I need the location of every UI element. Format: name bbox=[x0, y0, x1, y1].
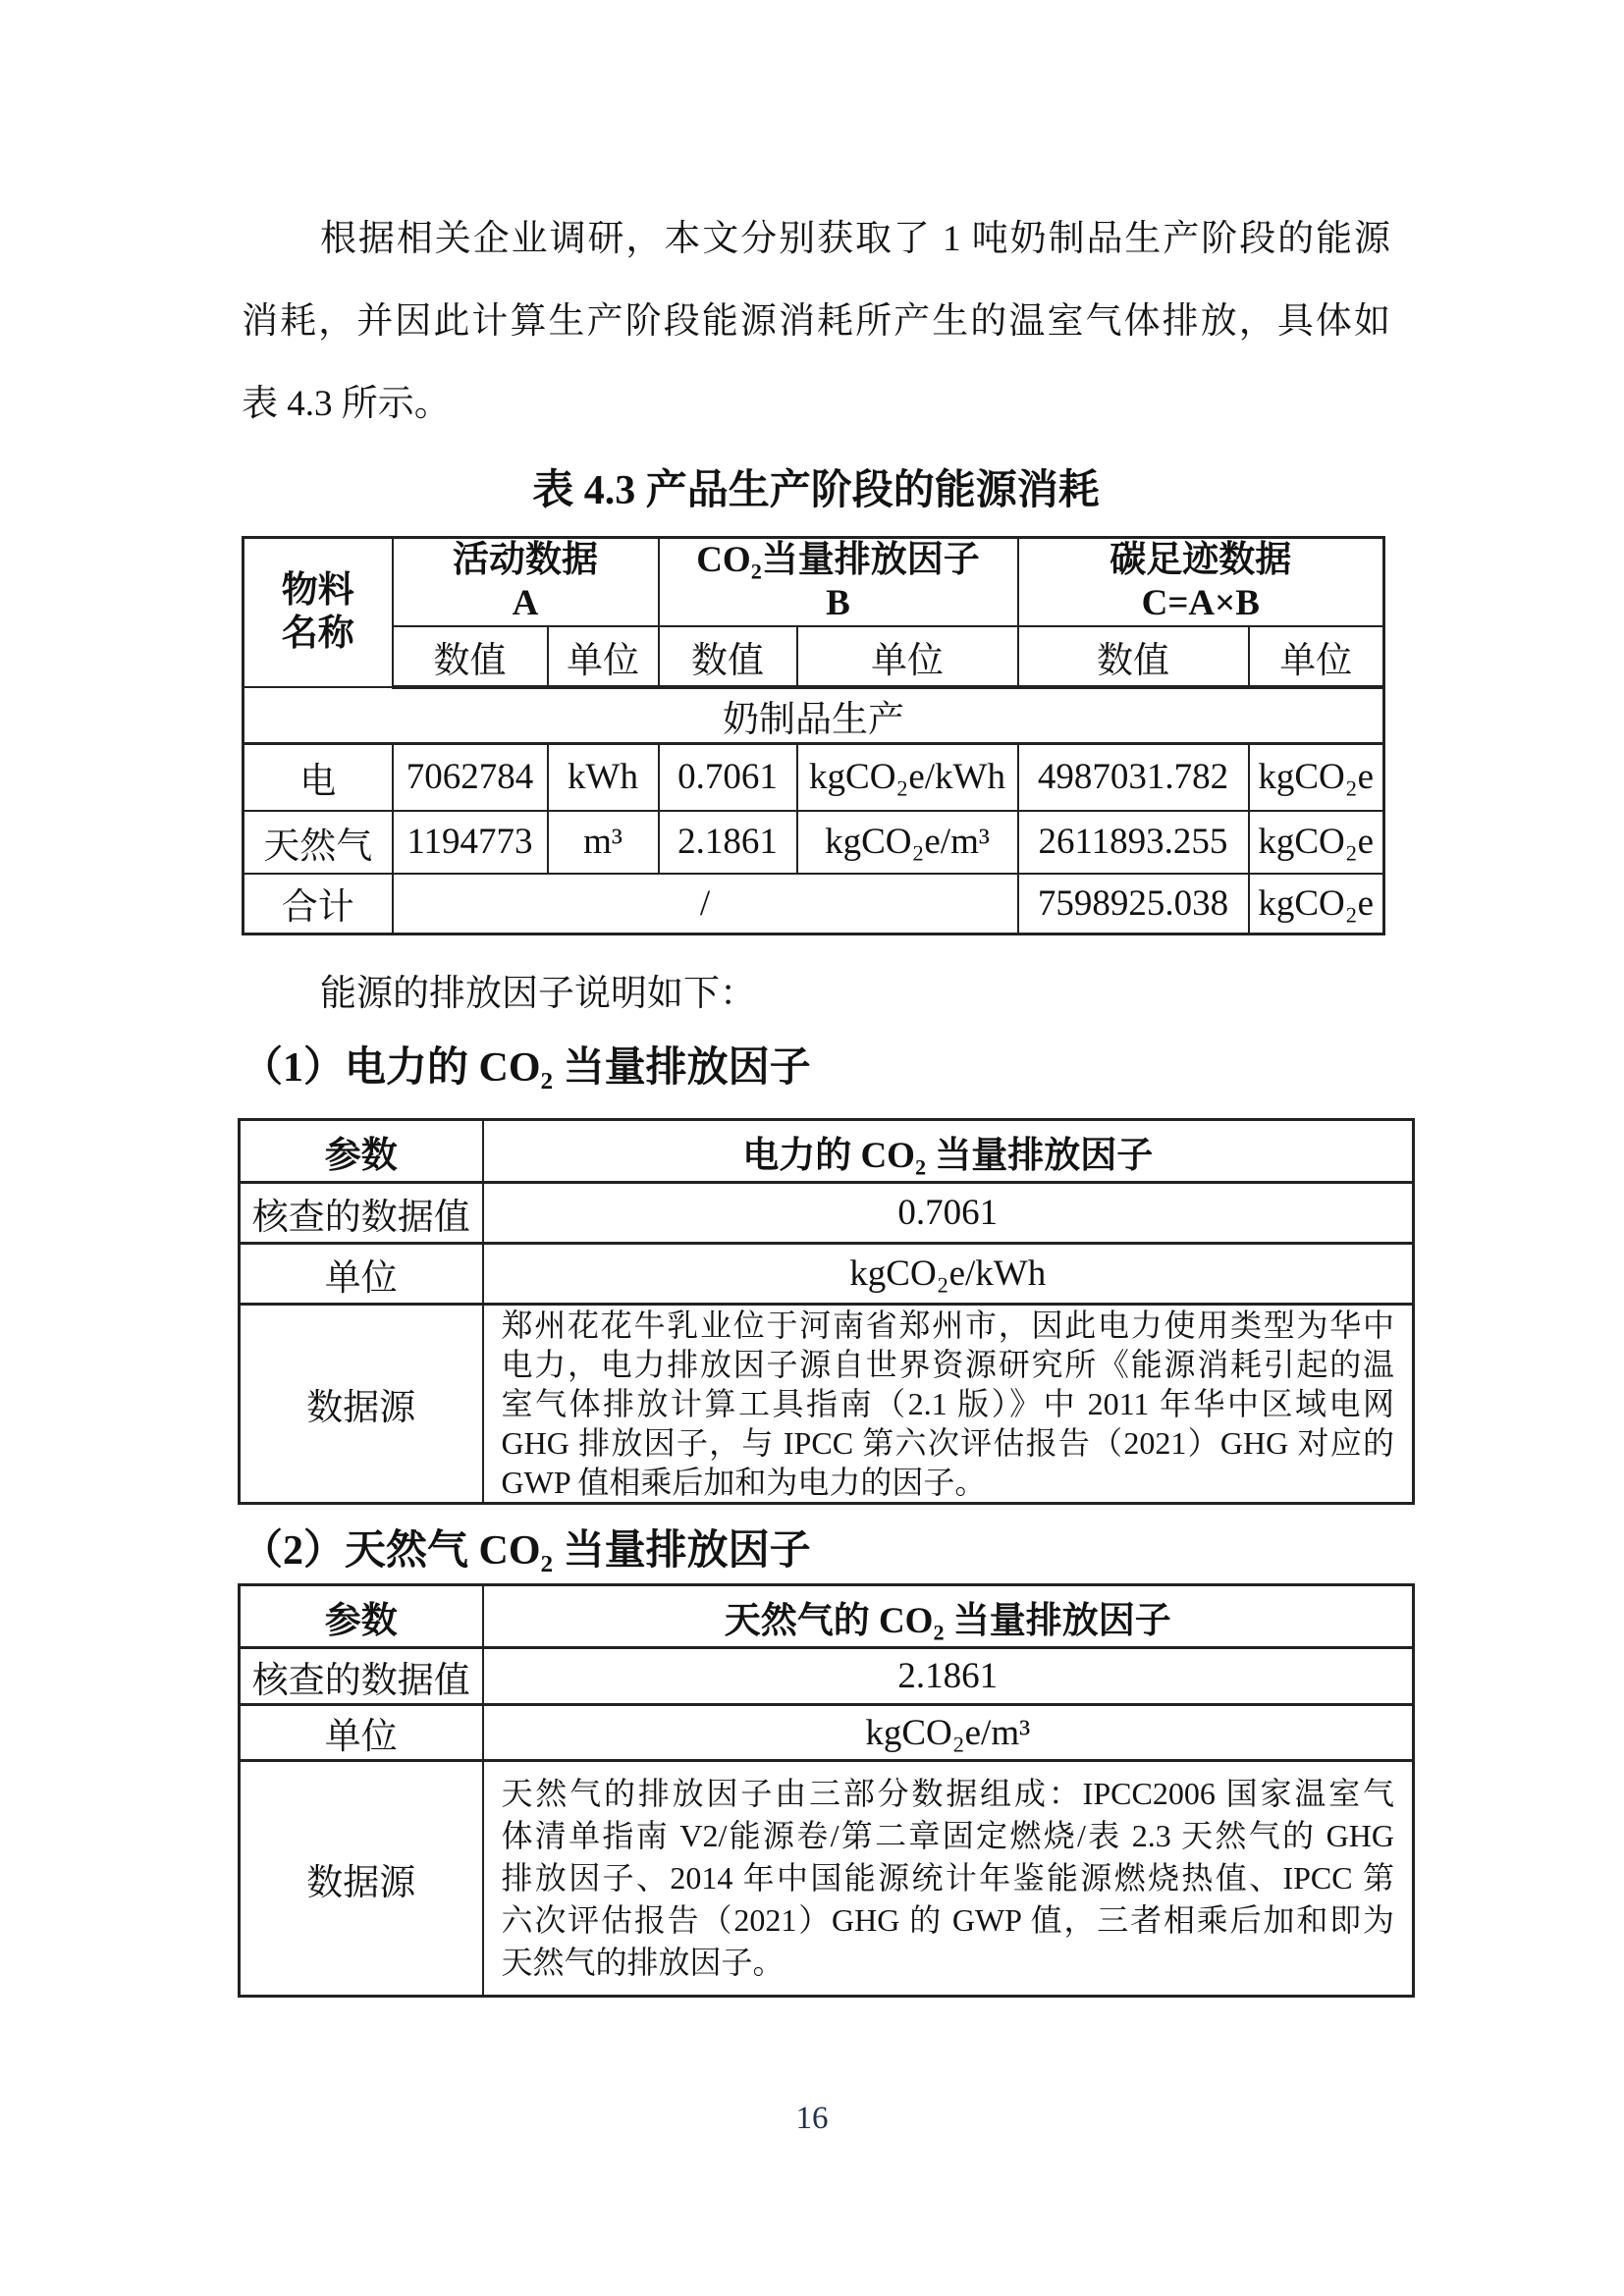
header-material-line: 物料 bbox=[281, 570, 354, 611]
param-label: 参数 bbox=[240, 1585, 483, 1648]
group-sub: B bbox=[826, 583, 850, 623]
source-line: 室气体排放计算工具指南（2.1 版）》中 2011 年华中区域电网 bbox=[501, 1386, 1394, 1421]
param-value: 天然气的 CO₂ 当量排放因子 bbox=[483, 1585, 1414, 1648]
unit-value: kgCO₂e/kWh bbox=[483, 1244, 1414, 1305]
header-activity-data bbox=[393, 538, 659, 627]
cell-factor-value: 0.7061 bbox=[659, 744, 797, 811]
source-line: 六次评估报告（2021）GHG 的 GWP 值，三者相乘后加和即为 bbox=[501, 1902, 1394, 1938]
source-label: 数据源 bbox=[240, 1305, 483, 1504]
cell-factor-unit: kgCO₂e/kWh bbox=[797, 744, 1018, 811]
source-line: GHG 排放因子，与 IPCC 第六次评估报告（2021）GHG 对应的 bbox=[501, 1425, 1394, 1461]
table-row-natural-gas bbox=[244, 811, 1384, 874]
subheader-unit: 单位 bbox=[797, 626, 1018, 687]
cell-activity-unit: kWh bbox=[548, 744, 659, 811]
cell-factor-value: 2.1861 bbox=[659, 811, 797, 874]
table-row-total bbox=[244, 874, 1384, 934]
cell-activity-value: 7062784 bbox=[393, 744, 548, 811]
page-number: 16 bbox=[795, 2101, 829, 2136]
source-line: 天然气的排放因子由三部分数据组成：IPCC2006 国家温室气 bbox=[501, 1776, 1394, 1811]
natural-gas-factor-table bbox=[238, 1583, 1415, 1998]
cell-name: 电 bbox=[244, 744, 393, 811]
cell-total-unit: kgCO₂e bbox=[1249, 874, 1384, 934]
cell-name: 天然气 bbox=[244, 811, 393, 874]
paragraph-line: 根据相关企业调研，本文分别获取了 1 吨奶制品生产阶段的能源 bbox=[320, 219, 1390, 259]
subheader-unit: 单位 bbox=[548, 626, 659, 687]
group-title: 碳足迹数据 bbox=[1110, 540, 1292, 580]
source-line: 郑州花花牛乳业位于河南省郑州市，因此电力使用类型为华中 bbox=[501, 1308, 1394, 1343]
verified-label: 核查的数据值 bbox=[240, 1183, 483, 1244]
subheader-value: 数值 bbox=[659, 626, 797, 687]
header-material-name bbox=[244, 538, 393, 688]
table-row-electricity bbox=[244, 744, 1384, 811]
source-line: 电力，电力排放因子源自世界资源研究所《能源消耗引起的温 bbox=[501, 1347, 1394, 1382]
table-caption: 表 4.3 产品生产阶段的能源消耗 bbox=[532, 468, 1100, 513]
cell-footprint-value: 2611893.255 bbox=[1018, 811, 1249, 874]
subheader-unit: 单位 bbox=[1249, 626, 1384, 687]
param-value: 电力的 CO₂ 当量排放因子 bbox=[483, 1120, 1414, 1183]
energy-consumption-table bbox=[242, 536, 1385, 935]
verified-label: 核查的数据值 bbox=[240, 1648, 483, 1705]
param-label: 参数 bbox=[240, 1120, 483, 1183]
source-text bbox=[483, 1305, 1414, 1504]
header-carbon-footprint bbox=[1018, 538, 1384, 627]
verified-value: 0.7061 bbox=[483, 1183, 1414, 1244]
group-title: 活动数据 bbox=[453, 540, 598, 580]
cell-footprint-unit: kgCO₂e bbox=[1249, 744, 1384, 811]
source-line: GWP 值相乘后加和为电力的因子。 bbox=[501, 1465, 987, 1500]
paragraph-line: 消耗，并因此计算生产阶段能源消耗所产生的温室气体排放，具体如 bbox=[242, 301, 1390, 342]
cell-activity-unit: m³ bbox=[548, 811, 659, 874]
electricity-factor-table bbox=[238, 1118, 1415, 1505]
header-material-line: 名称 bbox=[281, 614, 354, 654]
cell-total-value: 7598925.038 bbox=[1018, 874, 1249, 934]
subheader-value: 数值 bbox=[1018, 626, 1249, 687]
paragraph-line: 表 4.3 所示。 bbox=[242, 384, 451, 424]
source-label: 数据源 bbox=[240, 1761, 483, 1997]
section-row-dairy-production: 奶制品生产 bbox=[244, 687, 1384, 744]
group-sub: C=A×B bbox=[1141, 583, 1260, 623]
cell-total-label: 合计 bbox=[244, 874, 393, 934]
emission-factor-note: 能源的排放因子说明如下： bbox=[320, 974, 756, 1014]
group-title: CO₂当量排放因子 bbox=[696, 540, 980, 580]
header-co2-factor bbox=[659, 538, 1018, 627]
source-text bbox=[483, 1761, 1414, 1997]
cell-total-slash: / bbox=[393, 874, 1018, 934]
body-paragraph bbox=[242, 198, 1390, 446]
cell-factor-unit: kgCO₂e/m³ bbox=[797, 811, 1018, 874]
source-line: 排放因子、2014 年中国能源统计年鉴能源燃烧热值、IPCC 第 bbox=[501, 1860, 1394, 1896]
unit-label: 单位 bbox=[240, 1705, 483, 1761]
cell-footprint-value: 4987031.782 bbox=[1018, 744, 1249, 811]
cell-activity-value: 1194773 bbox=[393, 811, 548, 874]
subheader-value: 数值 bbox=[393, 626, 548, 687]
unit-label: 单位 bbox=[240, 1244, 483, 1305]
group-sub: A bbox=[512, 583, 539, 623]
cell-footprint-unit: kgCO₂e bbox=[1249, 811, 1384, 874]
verified-value: 2.1861 bbox=[483, 1648, 1414, 1705]
source-line: 天然气的排放因子。 bbox=[501, 1945, 785, 1980]
section1-heading: （1）电力的 CO₂ 当量排放因子 bbox=[242, 1045, 811, 1091]
source-line: 体清单指南 V2/能源卷/第二章固定燃烧/表 2.3 天然气的 GHG bbox=[501, 1818, 1394, 1853]
section2-heading: （2）天然气 CO₂ 当量排放因子 bbox=[242, 1528, 811, 1574]
unit-value: kgCO₂e/m³ bbox=[483, 1705, 1414, 1761]
